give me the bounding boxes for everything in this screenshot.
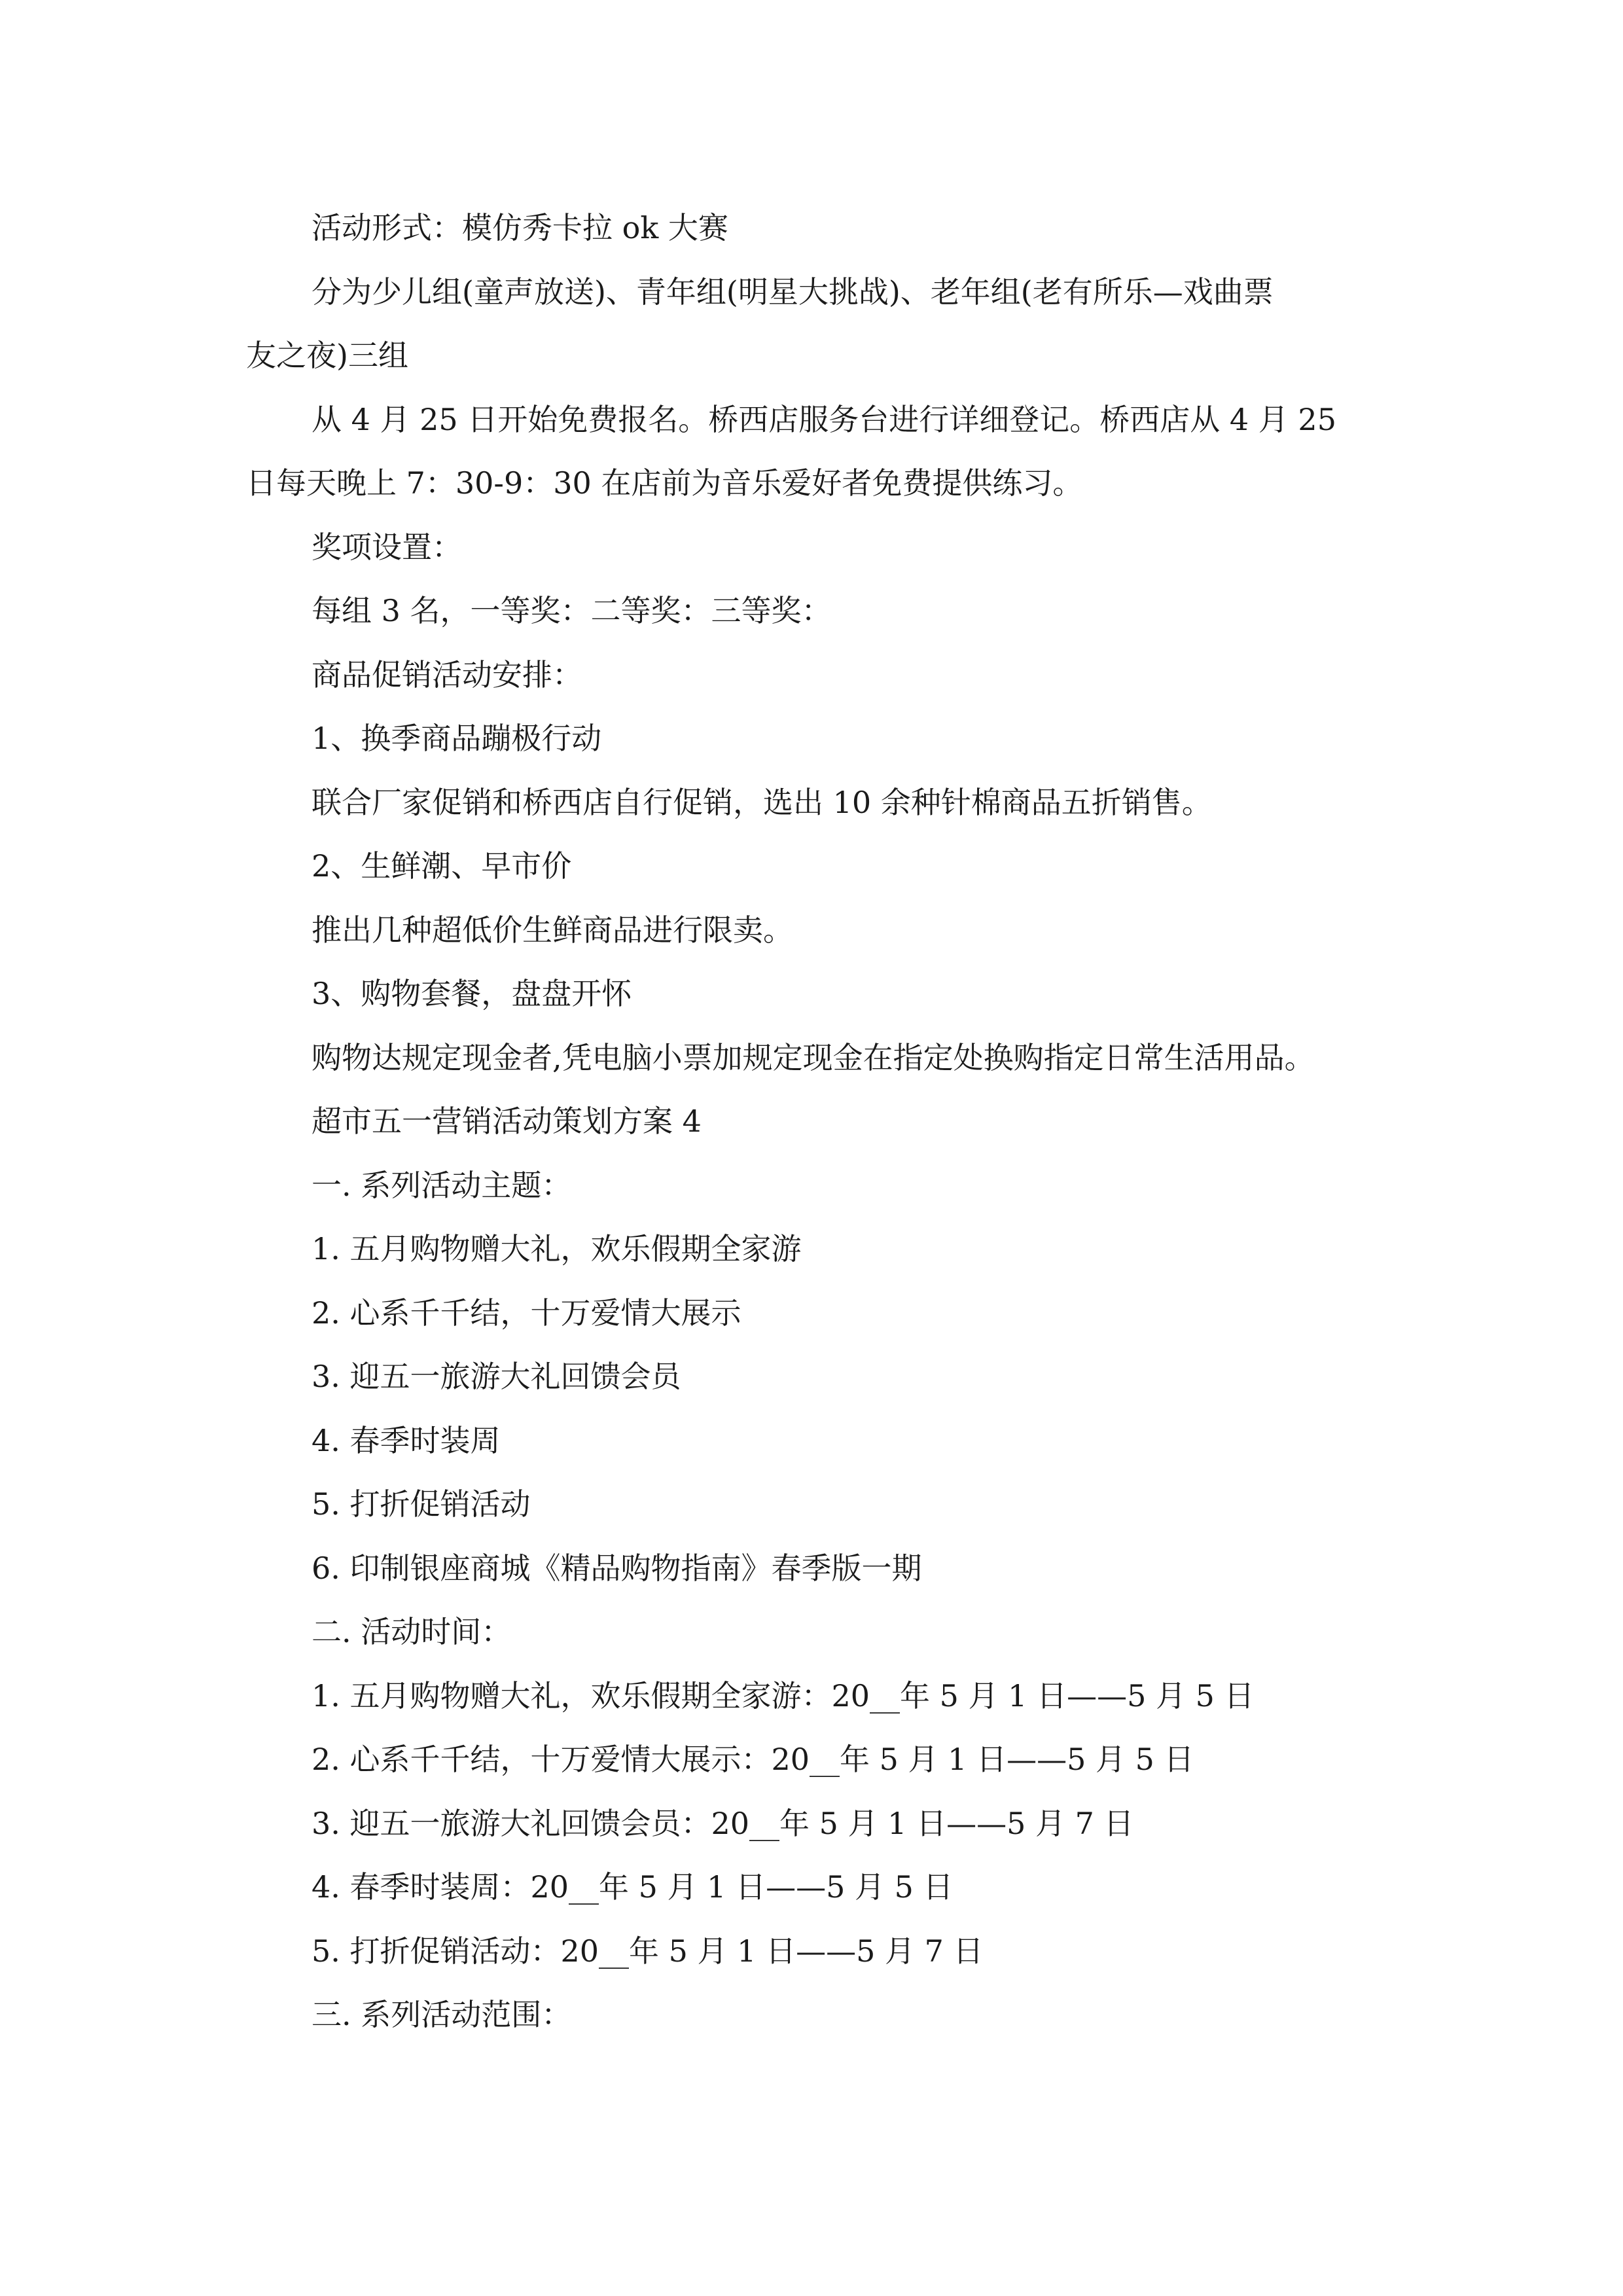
list-item: 2. 心系千千结，十万爱情大展示 bbox=[312, 1295, 741, 1331]
list-item: 5. 打折促销活动：20__年 5 月 1 日——5 月 7 日 bbox=[312, 1933, 984, 1969]
list-item: 1. 五月购物赠大礼，欢乐假期全家游：20__年 5 月 1 日——5 月 5 日 bbox=[312, 1677, 1255, 1713]
document-body bbox=[246, 196, 1391, 2047]
section-heading: 商品促销活动安排： bbox=[312, 656, 582, 692]
paragraph: 购物达规定现金者,凭电脑小票加规定现金在指定处换购指定日常生活用品。 bbox=[312, 1039, 1315, 1075]
paragraph: 联合厂家促销和桥西店自行促销，选出 10 余种针棉商品五折销售。 bbox=[312, 784, 1212, 820]
paragraph: 从 4 月 25 日开始免费报名。桥西店服务台进行详细登记。桥西店从 4 月 25 bbox=[312, 401, 1336, 437]
paragraph: 每组 3 名，一等奖：二等奖：三等奖： bbox=[312, 593, 832, 628]
paragraph: 活动形式：模仿秀卡拉 ok 大赛 bbox=[312, 210, 728, 245]
section-heading: 一. 系列活动主题： bbox=[312, 1167, 572, 1203]
section-heading: 二. 活动时间： bbox=[312, 1614, 512, 1649]
document-title: 超市五一营销活动策划方案 4 bbox=[312, 1103, 702, 1139]
paragraph: 友之夜)三组 bbox=[246, 338, 408, 373]
list-item: 2. 心系千千结，十万爱情大展示：20__年 5 月 1 日——5 月 5 日 bbox=[312, 1742, 1194, 1777]
list-item: 1、换季商品蹦极行动 bbox=[312, 721, 602, 756]
list-item: 5. 打折促销活动 bbox=[312, 1486, 531, 1522]
list-item: 2、生鲜潮、早市价 bbox=[312, 848, 572, 884]
paragraph: 分为少儿组(童声放送)、青年组(明星大挑战)、老年组(老有所乐—戏曲票 bbox=[312, 274, 1274, 310]
list-item: 6. 印制银座商城《精品购物指南》春季版一期 bbox=[312, 1550, 922, 1586]
paragraph: 推出几种超低价生鲜商品进行限卖。 bbox=[312, 912, 793, 948]
list-item: 4. 春季时装周 bbox=[312, 1422, 501, 1458]
list-item: 3. 迎五一旅游大礼回馈会员 bbox=[312, 1359, 681, 1394]
list-item: 3. 迎五一旅游大礼回馈会员：20__年 5 月 1 日——5 月 7 日 bbox=[312, 1805, 1134, 1841]
section-heading: 三. 系列活动范围： bbox=[312, 1997, 572, 2032]
list-item: 3、购物套餐，盘盘开怀 bbox=[312, 976, 632, 1011]
paragraph: 日每天晚上 7：30-9：30 在店前为音乐爱好者免费提供练习。 bbox=[246, 465, 1083, 501]
paragraph: 奖项设置： bbox=[312, 529, 462, 565]
list-item: 4. 春季时装周：20__年 5 月 1 日——5 月 5 日 bbox=[312, 1869, 954, 1905]
list-item: 1. 五月购物赠大礼，欢乐假期全家游 bbox=[312, 1231, 802, 1266]
